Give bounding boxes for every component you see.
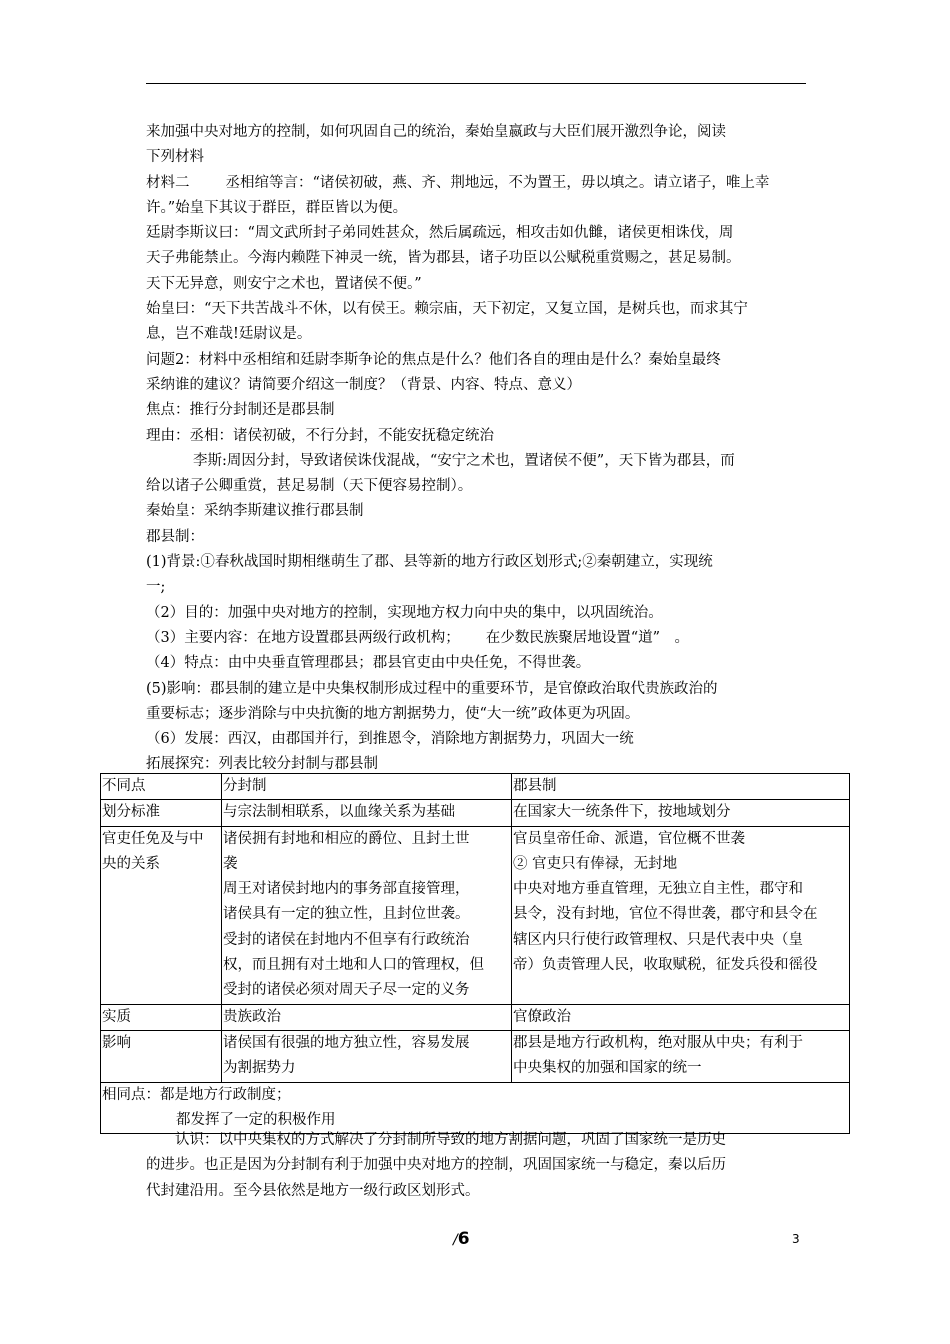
table-row <box>101 826 850 1004</box>
cell-line: 受封的诸侯在封地内不但享有行政统治 <box>223 931 470 948</box>
cell-line: 中央对地方垂直管理，无独立自主性，郡守和 <box>513 881 803 898</box>
cell-line: 周王对诸侯封地内的事务部直接管理， <box>223 881 470 898</box>
table-cell <box>222 1030 512 1082</box>
main-text <box>146 120 810 778</box>
question-line: 问题2：材料中丞相绾和廷尉李斯争论的焦点是什么？他们各自的理由是什么？秦始皇最终 <box>146 351 721 368</box>
cell-line: 权，而且拥有对土地和人口的管理权，但 <box>223 957 484 974</box>
text-line: 息，岂不难哉!廷尉议是。 <box>146 326 312 343</box>
text-line: 给以诸子公卿重赏，甚足易制（天下便容易控制）。 <box>146 478 473 495</box>
cell-line: 央的关系 <box>102 855 160 872</box>
text-line: 来加强中央对地方的控制，如何巩固自己的统治，秦始皇嬴政与大臣们展开激烈争论，阅读 <box>146 124 726 140</box>
table-cell: 影响 <box>101 1030 222 1082</box>
table-cell: 划分标准 <box>101 800 222 826</box>
point-development: （6）发展：西汉，由郡国并行，到推恩令，消除地方割据势力，巩固大一统 <box>146 731 634 748</box>
table-row <box>101 1004 850 1030</box>
table-header-cell: 郡县制 <box>512 774 850 800</box>
table-row <box>101 800 850 826</box>
text-line: 廷尉李斯议曰：“周文武所封子弟同姓甚众，然后属疏远，相攻击如仇雠，诸侯更相诛伐，周 <box>146 225 734 242</box>
cell-line: 县令，没有封地，官位不得世袭，郡守和县令在 <box>513 906 818 923</box>
point-background: (1)背景:①春秋战国时期相继萌生了郡、县等新的地方行政区划形式;②秦朝建立，实现统 <box>146 554 713 571</box>
page-number: 3 <box>792 1232 800 1246</box>
table-cell <box>101 1082 850 1134</box>
extension-heading: 拓展探究：列表比较分封制与郡县制 <box>146 756 378 773</box>
point-impact: (5)影响：郡县制的建立是中央集权制形成过程中的重要环节，是官僚政治取代贵族政治的 <box>146 680 718 697</box>
conclusion-line: 代封建沿用。至今县依然是地方一级行政区划形式。 <box>146 1182 480 1199</box>
cell-line: 官吏任免及与中 <box>102 830 204 847</box>
comparison-table <box>100 773 850 1134</box>
text-line: 重要标志；逐步消除与中央抗衡的地方割据势力，使“大一统”政体更为巩固。 <box>146 705 640 722</box>
point-feature: （4）特点：由中央垂直管理郡县；郡县官吏由中央任免，不得世袭。 <box>146 655 591 672</box>
table-cell: 贵族政治 <box>222 1004 512 1030</box>
content-part-1: （3）主要内容：在地方设置郡县两级行政机构； <box>146 629 460 646</box>
table-cell: 在国家大一统条件下，按地域划分 <box>512 800 850 826</box>
text-line: 天子弗能禁止。今海内赖陛下神灵一统，皆为郡县，诸子功臣以公赋税重赏赐之，甚足易制。 <box>146 250 741 267</box>
page-total <box>453 1229 470 1249</box>
cell-line: 为割据势力 <box>223 1060 296 1077</box>
text-line: 始皇曰：“天下共苦战斗不休，以有侯王。赖宗庙，天下初定，又复立国，是树兵也，而求其宁 <box>146 301 748 318</box>
header-rule <box>146 83 806 84</box>
cell-line: 中央集权的加强和国家的统一 <box>513 1060 702 1077</box>
point-content <box>146 626 810 651</box>
table-common-row <box>101 1082 850 1134</box>
cell-line: 帝）负责管理人民，收取赋税，征发兵役和徭役 <box>513 957 818 974</box>
cell-line: 诸侯拥有封地和相应的爵位、且封土世 <box>223 830 470 847</box>
question-line: 采纳谁的建议？请简要介绍这一制度？（背景、内容、特点、意义） <box>146 376 581 393</box>
material-quote: 丞相绾等言：“诸侯初破，燕、齐、荆地远，不为置王，毋以填之。请立诸子，唯上幸 <box>225 174 770 191</box>
slash-glyph: / <box>453 1232 458 1248</box>
text-line <box>146 171 810 196</box>
answer-reason: 理由：丞相：诸侯初破，不行分封，不能安抚稳定统治 <box>146 427 494 444</box>
section-heading: 郡县制： <box>146 528 204 545</box>
cell-line: 受封的诸侯必须对周天子尽一定的义务 <box>223 982 470 999</box>
table-cell <box>512 1030 850 1082</box>
table-header-cell: 不同点 <box>101 774 222 800</box>
cell-line: 诸侯国有很强的地方独立性，容易发展 <box>223 1034 470 1051</box>
answer-focus: 焦点：推行分封制还是郡县制 <box>146 402 335 419</box>
conclusion-line: 认识：以中央集权的方式解决了分封制所导致的地方割据问题，巩固了国家统一是历史 <box>175 1132 726 1148</box>
table-cell: 官僚政治 <box>512 1004 850 1030</box>
text-line: 许。”始皇下其议于群臣，群臣皆以为便。 <box>146 199 408 216</box>
cell-line: 郡县是地方行政机构，绝对服从中央；有利于 <box>513 1034 803 1051</box>
text-line: 天下无异意，则安宁之术也，置诸侯不便。” <box>146 275 422 292</box>
cell-line: ② 官吏只有俸禄，无封地 <box>513 855 678 872</box>
conclusion-line: 的进步。也正是因为分封制有利于加强中央对地方的控制，巩固国家统一与稳定，秦以后历 <box>146 1157 726 1174</box>
conclusion <box>146 1128 810 1204</box>
answer-adopt: 秦始皇：采纳李斯建议推行郡县制 <box>146 503 364 520</box>
cell-line: 袭 <box>223 855 238 872</box>
table-header-row <box>101 774 850 800</box>
cell-line: 都发挥了一定的积极作用 <box>176 1111 336 1128</box>
table-row <box>101 1030 850 1082</box>
cell-line: 官员皇帝任命、派遣，官位概不世袭 <box>513 830 745 847</box>
text-line: 一; <box>146 579 166 596</box>
material-label: 材料二 <box>146 174 190 191</box>
cell-line: 诸侯具有一定的独立性，且封位世袭。 <box>223 906 470 923</box>
cell-line: 相同点：都是地方行政制度； <box>102 1086 291 1103</box>
table-cell <box>101 826 222 1004</box>
text-line: 下列材料 <box>146 149 204 166</box>
cell-line: 辖区内只行使行政管理权、只是代表中央（皇 <box>513 931 803 948</box>
table-cell: 与宗法制相联系，以血缘关系为基础 <box>222 800 512 826</box>
table-header-cell: 分封制 <box>222 774 512 800</box>
table-cell: 实质 <box>101 1004 222 1030</box>
table-cell <box>512 826 850 1004</box>
table-cell <box>222 826 512 1004</box>
answer-reason-lisi: 李斯:周因分封，导致诸侯诛伐混战，“安宁之术也，置诸侯不便”，天下皆为郡县，而 <box>193 452 735 469</box>
point-purpose: （2）目的：加强中央对地方的控制，实现地方权力向中央的集中，以巩固统治。 <box>146 604 663 621</box>
content-part-2: 在少数民族聚居地设置“道” 。 <box>485 629 690 646</box>
total-pages: 6 <box>457 1229 470 1249</box>
